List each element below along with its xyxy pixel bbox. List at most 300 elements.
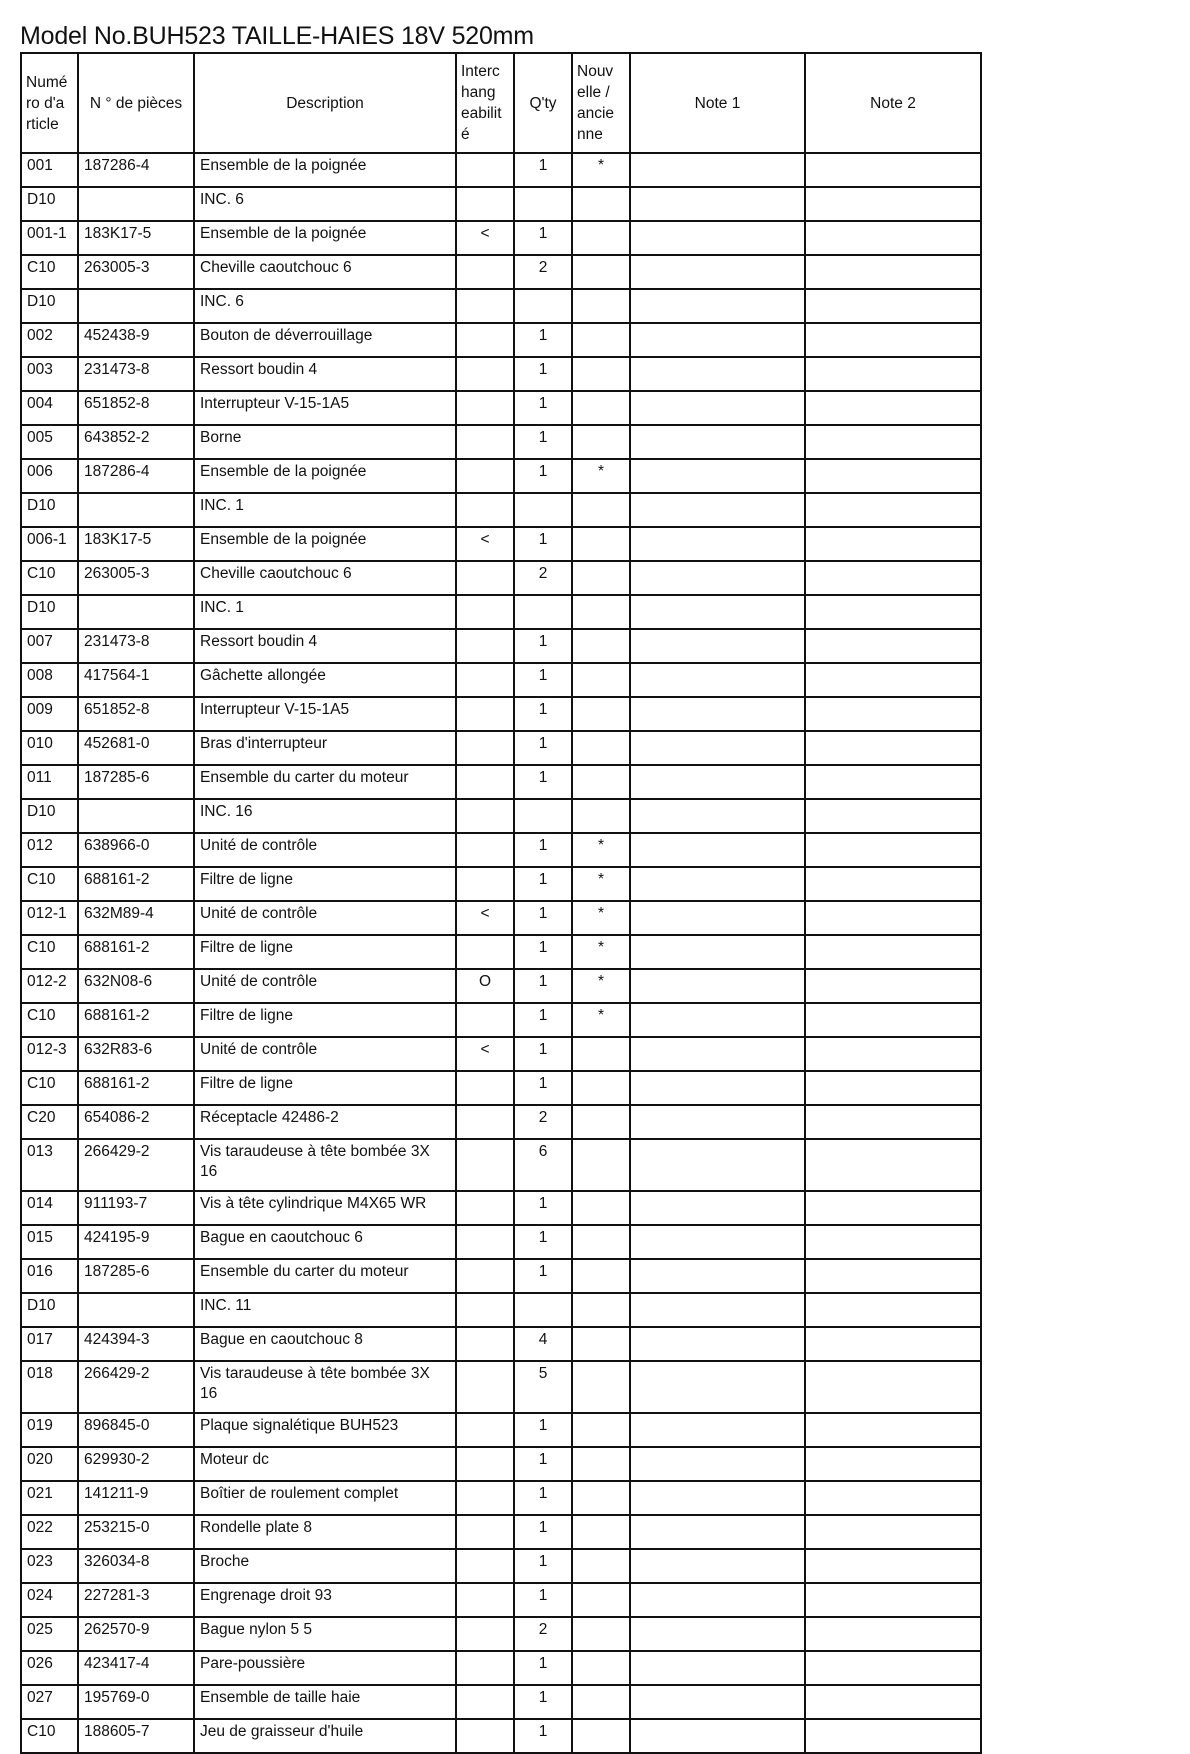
- cell-note-2: [805, 867, 981, 901]
- cell-new-old: [572, 629, 630, 663]
- cell-quantity: [514, 187, 572, 221]
- cell-article-number: C10: [21, 867, 78, 901]
- cell-description: INC. 11: [194, 1293, 456, 1327]
- cell-new-old: [572, 1549, 630, 1583]
- table-row: [21, 765, 981, 799]
- table-row: [21, 1515, 981, 1549]
- cell-new-old: *: [572, 1003, 630, 1037]
- cell-part-number: 654086-2: [78, 1105, 194, 1139]
- cell-description: Moteur dc: [194, 1447, 456, 1481]
- table-row: [21, 221, 981, 255]
- cell-note-2: [805, 1003, 981, 1037]
- cell-part-number: 187286-4: [78, 153, 194, 187]
- cell-note-1: [630, 357, 805, 391]
- cell-description: Ensemble de taille haie: [194, 1685, 456, 1719]
- cell-article-number: C10: [21, 255, 78, 289]
- cell-interchangeability: [456, 663, 514, 697]
- cell-article-number: 007: [21, 629, 78, 663]
- cell-interchangeability: [456, 153, 514, 187]
- cell-note-1: [630, 1191, 805, 1225]
- cell-note-1: [630, 561, 805, 595]
- cell-article-number: 026: [21, 1651, 78, 1685]
- cell-quantity: 2: [514, 1617, 572, 1651]
- table-row: [21, 323, 981, 357]
- cell-quantity: [514, 799, 572, 833]
- cell-note-2: [805, 1651, 981, 1685]
- cell-article-number: 019: [21, 1413, 78, 1447]
- cell-description: Filtre de ligne: [194, 867, 456, 901]
- cell-note-1: [630, 1105, 805, 1139]
- cell-part-number: 262570-9: [78, 1617, 194, 1651]
- cell-quantity: 1: [514, 391, 572, 425]
- table-row: [21, 1225, 981, 1259]
- cell-new-old: [572, 1515, 630, 1549]
- cell-quantity: 1: [514, 1447, 572, 1481]
- cell-note-2: [805, 1617, 981, 1651]
- cell-note-2: [805, 527, 981, 561]
- cell-interchangeability: [456, 1651, 514, 1685]
- cell-quantity: 1: [514, 1651, 572, 1685]
- cell-article-number: C10: [21, 561, 78, 595]
- parts-table: [20, 52, 982, 1754]
- cell-interchangeability: [456, 1139, 514, 1191]
- cell-interchangeability: [456, 1105, 514, 1139]
- cell-note-1: [630, 867, 805, 901]
- cell-note-2: [805, 1447, 981, 1481]
- cell-article-number: 014: [21, 1191, 78, 1225]
- cell-part-number: 651852-8: [78, 697, 194, 731]
- cell-quantity: 1: [514, 1003, 572, 1037]
- cell-quantity: [514, 595, 572, 629]
- table-row: [21, 1583, 981, 1617]
- cell-part-number: 424394-3: [78, 1327, 194, 1361]
- cell-part-number: 326034-8: [78, 1549, 194, 1583]
- table-row: [21, 1617, 981, 1651]
- cell-note-2: [805, 595, 981, 629]
- cell-interchangeability: <: [456, 221, 514, 255]
- cell-note-2: [805, 187, 981, 221]
- cell-part-number: 911193-7: [78, 1191, 194, 1225]
- cell-quantity: 1: [514, 1685, 572, 1719]
- cell-new-old: [572, 1719, 630, 1753]
- cell-part-number: 452681-0: [78, 731, 194, 765]
- cell-part-number: 231473-8: [78, 357, 194, 391]
- cell-article-number: 024: [21, 1583, 78, 1617]
- cell-part-number: 263005-3: [78, 255, 194, 289]
- cell-description: Ensemble de la poignée: [194, 527, 456, 561]
- cell-quantity: [514, 289, 572, 323]
- cell-description: Unité de contrôle: [194, 1037, 456, 1071]
- cell-note-1: [630, 1447, 805, 1481]
- table-row: [21, 663, 981, 697]
- cell-note-1: [630, 1515, 805, 1549]
- cell-new-old: *: [572, 867, 630, 901]
- cell-description: Ensemble du carter du moteur: [194, 765, 456, 799]
- cell-description: Filtre de ligne: [194, 1071, 456, 1105]
- table-row: [21, 1071, 981, 1105]
- cell-quantity: 1: [514, 1719, 572, 1753]
- cell-quantity: 1: [514, 425, 572, 459]
- cell-part-number: 266429-2: [78, 1139, 194, 1191]
- cell-article-number: D10: [21, 595, 78, 629]
- cell-note-2: [805, 1191, 981, 1225]
- cell-part-number: 896845-0: [78, 1413, 194, 1447]
- cell-interchangeability: [456, 323, 514, 357]
- cell-article-number: D10: [21, 187, 78, 221]
- cell-new-old: [572, 1361, 630, 1413]
- cell-note-2: [805, 629, 981, 663]
- cell-part-number: 688161-2: [78, 935, 194, 969]
- cell-new-old: [572, 289, 630, 323]
- cell-note-1: [630, 595, 805, 629]
- cell-interchangeability: [456, 867, 514, 901]
- cell-note-2: [805, 1719, 981, 1753]
- cell-part-number: [78, 595, 194, 629]
- cell-note-2: [805, 1225, 981, 1259]
- cell-new-old: [572, 1071, 630, 1105]
- table-row: [21, 425, 981, 459]
- table-row: [21, 357, 981, 391]
- cell-quantity: 1: [514, 1481, 572, 1515]
- cell-note-1: [630, 425, 805, 459]
- cell-note-2: [805, 1105, 981, 1139]
- cell-part-number: 638966-0: [78, 833, 194, 867]
- cell-part-number: 227281-3: [78, 1583, 194, 1617]
- cell-article-number: 010: [21, 731, 78, 765]
- cell-note-1: [630, 187, 805, 221]
- cell-part-number: 188605-7: [78, 1719, 194, 1753]
- cell-new-old: [572, 1685, 630, 1719]
- cell-new-old: [572, 187, 630, 221]
- cell-note-1: [630, 663, 805, 697]
- cell-quantity: 4: [514, 1327, 572, 1361]
- cell-note-2: [805, 425, 981, 459]
- cell-note-2: [805, 153, 981, 187]
- cell-interchangeability: [456, 1719, 514, 1753]
- cell-quantity: 1: [514, 833, 572, 867]
- cell-new-old: [572, 1617, 630, 1651]
- cell-interchangeability: [456, 629, 514, 663]
- cell-note-1: [630, 323, 805, 357]
- cell-note-2: [805, 1293, 981, 1327]
- cell-note-2: [805, 561, 981, 595]
- cell-part-number: 266429-2: [78, 1361, 194, 1413]
- cell-note-1: [630, 799, 805, 833]
- table-row: [21, 595, 981, 629]
- cell-note-1: [630, 289, 805, 323]
- cell-part-number: 688161-2: [78, 1071, 194, 1105]
- cell-new-old: [572, 425, 630, 459]
- cell-description: Rondelle plate 8: [194, 1515, 456, 1549]
- cell-part-number: [78, 493, 194, 527]
- cell-description: Borne: [194, 425, 456, 459]
- cell-interchangeability: [456, 1515, 514, 1549]
- cell-note-1: [630, 493, 805, 527]
- cell-interchangeability: [456, 799, 514, 833]
- cell-new-old: [572, 1037, 630, 1071]
- cell-note-1: [630, 1327, 805, 1361]
- cell-description: Broche: [194, 1549, 456, 1583]
- cell-note-2: [805, 391, 981, 425]
- table-row: [21, 391, 981, 425]
- cell-description: Bague nylon 5 5: [194, 1617, 456, 1651]
- table-row: [21, 153, 981, 187]
- table-row: [21, 1139, 981, 1191]
- cell-article-number: 023: [21, 1549, 78, 1583]
- cell-description: Réceptacle 42486-2: [194, 1105, 456, 1139]
- header-part-number: N ° de pièces: [78, 53, 194, 153]
- cell-article-number: C20: [21, 1105, 78, 1139]
- cell-part-number: 417564-1: [78, 663, 194, 697]
- cell-new-old: *: [572, 901, 630, 935]
- cell-note-2: [805, 459, 981, 493]
- cell-interchangeability: [456, 493, 514, 527]
- table-row: [21, 255, 981, 289]
- table-body: [21, 153, 981, 1753]
- table-row: [21, 1105, 981, 1139]
- cell-article-number: D10: [21, 493, 78, 527]
- cell-part-number: 643852-2: [78, 425, 194, 459]
- cell-interchangeability: [456, 357, 514, 391]
- table-row: [21, 187, 981, 221]
- cell-part-number: 632N08-6: [78, 969, 194, 1003]
- table-row: [21, 731, 981, 765]
- cell-part-number: 141211-9: [78, 1481, 194, 1515]
- cell-new-old: [572, 561, 630, 595]
- cell-note-1: [630, 459, 805, 493]
- cell-note-1: [630, 697, 805, 731]
- cell-part-number: 452438-9: [78, 323, 194, 357]
- cell-description: Ensemble de la poignée: [194, 153, 456, 187]
- cell-article-number: D10: [21, 799, 78, 833]
- cell-article-number: 009: [21, 697, 78, 731]
- header-note-1: Note 1: [630, 53, 805, 153]
- header-new-old: Nouv elle / ancie nne: [572, 53, 630, 153]
- cell-quantity: 1: [514, 323, 572, 357]
- header-interchangeability: Interc hang eabilit é: [456, 53, 514, 153]
- cell-description: INC. 1: [194, 493, 456, 527]
- cell-quantity: 1: [514, 459, 572, 493]
- table-row: [21, 1037, 981, 1071]
- table-row: [21, 1327, 981, 1361]
- cell-quantity: 2: [514, 255, 572, 289]
- cell-interchangeability: [456, 833, 514, 867]
- cell-description: INC. 16: [194, 799, 456, 833]
- table-row: [21, 629, 981, 663]
- cell-note-1: [630, 153, 805, 187]
- cell-part-number: [78, 799, 194, 833]
- cell-article-number: 012-3: [21, 1037, 78, 1071]
- cell-description: Filtre de ligne: [194, 935, 456, 969]
- cell-note-2: [805, 1413, 981, 1447]
- cell-part-number: 195769-0: [78, 1685, 194, 1719]
- cell-new-old: [572, 1327, 630, 1361]
- cell-description: Vis à tête cylindrique M4X65 WR: [194, 1191, 456, 1225]
- table-row: [21, 1191, 981, 1225]
- cell-note-2: [805, 901, 981, 935]
- cell-interchangeability: [456, 935, 514, 969]
- cell-part-number: 632M89-4: [78, 901, 194, 935]
- cell-note-1: [630, 1071, 805, 1105]
- cell-new-old: [572, 1105, 630, 1139]
- cell-new-old: [572, 1413, 630, 1447]
- cell-article-number: D10: [21, 1293, 78, 1327]
- cell-description: Bras d'interrupteur: [194, 731, 456, 765]
- header-description: Description: [194, 53, 456, 153]
- table-row: [21, 697, 981, 731]
- table-row: [21, 901, 981, 935]
- cell-quantity: 1: [514, 663, 572, 697]
- cell-interchangeability: [456, 1617, 514, 1651]
- cell-description: Interrupteur V-15-1A5: [194, 697, 456, 731]
- header-row: [21, 53, 981, 153]
- cell-interchangeability: [456, 1071, 514, 1105]
- cell-quantity: 1: [514, 867, 572, 901]
- cell-new-old: [572, 323, 630, 357]
- cell-quantity: 1: [514, 1259, 572, 1293]
- cell-note-2: [805, 799, 981, 833]
- cell-note-1: [630, 1685, 805, 1719]
- cell-article-number: 001: [21, 153, 78, 187]
- cell-note-2: [805, 935, 981, 969]
- cell-article-number: 005: [21, 425, 78, 459]
- cell-note-1: [630, 1481, 805, 1515]
- cell-new-old: *: [572, 969, 630, 1003]
- cell-quantity: 1: [514, 1225, 572, 1259]
- cell-interchangeability: [456, 289, 514, 323]
- cell-interchangeability: [456, 1413, 514, 1447]
- cell-note-2: [805, 1361, 981, 1413]
- cell-interchangeability: [456, 391, 514, 425]
- cell-description: Pare-poussière: [194, 1651, 456, 1685]
- cell-description: Engrenage droit 93: [194, 1583, 456, 1617]
- cell-quantity: 1: [514, 1191, 572, 1225]
- cell-quantity: 1: [514, 935, 572, 969]
- table-row: [21, 1685, 981, 1719]
- table-row: [21, 1549, 981, 1583]
- cell-note-2: [805, 1139, 981, 1191]
- cell-article-number: C10: [21, 1003, 78, 1037]
- cell-interchangeability: [456, 1003, 514, 1037]
- cell-interchangeability: [456, 1327, 514, 1361]
- cell-part-number: 183K17-5: [78, 221, 194, 255]
- table-row: [21, 1651, 981, 1685]
- cell-quantity: 1: [514, 629, 572, 663]
- cell-note-2: [805, 1549, 981, 1583]
- table-row: [21, 289, 981, 323]
- cell-note-1: [630, 1549, 805, 1583]
- cell-description: INC. 6: [194, 187, 456, 221]
- cell-description: Interrupteur V-15-1A5: [194, 391, 456, 425]
- cell-description: Filtre de ligne: [194, 1003, 456, 1037]
- cell-new-old: [572, 1191, 630, 1225]
- cell-interchangeability: [456, 731, 514, 765]
- table-row: [21, 1719, 981, 1753]
- cell-part-number: 183K17-5: [78, 527, 194, 561]
- cell-article-number: 006-1: [21, 527, 78, 561]
- cell-description: Vis taraudeuse à tête bombée 3X 16: [194, 1139, 456, 1191]
- cell-description: Cheville caoutchouc 6: [194, 561, 456, 595]
- cell-description: Ressort boudin 4: [194, 629, 456, 663]
- cell-description: Bague en caoutchouc 8: [194, 1327, 456, 1361]
- cell-note-2: [805, 1481, 981, 1515]
- cell-description: Gâchette allongée: [194, 663, 456, 697]
- cell-note-2: [805, 1327, 981, 1361]
- cell-note-2: [805, 323, 981, 357]
- cell-quantity: 1: [514, 765, 572, 799]
- cell-article-number: 001-1: [21, 221, 78, 255]
- cell-note-2: [805, 1259, 981, 1293]
- cell-note-1: [630, 1139, 805, 1191]
- cell-note-2: [805, 1515, 981, 1549]
- cell-quantity: 1: [514, 731, 572, 765]
- cell-note-1: [630, 901, 805, 935]
- cell-quantity: 1: [514, 1413, 572, 1447]
- cell-note-1: [630, 1719, 805, 1753]
- cell-new-old: *: [572, 935, 630, 969]
- cell-quantity: 2: [514, 561, 572, 595]
- cell-description: Ressort boudin 4: [194, 357, 456, 391]
- cell-note-1: [630, 1003, 805, 1037]
- cell-note-1: [630, 1259, 805, 1293]
- cell-new-old: [572, 527, 630, 561]
- cell-description: Jeu de graisseur d'huile: [194, 1719, 456, 1753]
- cell-note-2: [805, 697, 981, 731]
- cell-note-1: [630, 527, 805, 561]
- cell-quantity: 2: [514, 1105, 572, 1139]
- cell-new-old: [572, 357, 630, 391]
- cell-new-old: [572, 1481, 630, 1515]
- cell-note-2: [805, 969, 981, 1003]
- cell-interchangeability: O: [456, 969, 514, 1003]
- table-row: [21, 867, 981, 901]
- cell-quantity: 1: [514, 1071, 572, 1105]
- cell-new-old: *: [572, 833, 630, 867]
- cell-new-old: *: [572, 153, 630, 187]
- cell-interchangeability: <: [456, 901, 514, 935]
- cell-note-2: [805, 493, 981, 527]
- cell-part-number: 424195-9: [78, 1225, 194, 1259]
- cell-new-old: [572, 663, 630, 697]
- cell-part-number: 688161-2: [78, 867, 194, 901]
- cell-new-old: [572, 595, 630, 629]
- cell-part-number: 253215-0: [78, 1515, 194, 1549]
- cell-part-number: 651852-8: [78, 391, 194, 425]
- cell-quantity: 1: [514, 969, 572, 1003]
- cell-note-2: [805, 1037, 981, 1071]
- cell-quantity: 1: [514, 901, 572, 935]
- cell-new-old: [572, 1583, 630, 1617]
- cell-description: Ensemble du carter du moteur: [194, 1259, 456, 1293]
- cell-quantity: 1: [514, 1583, 572, 1617]
- table-row: [21, 459, 981, 493]
- cell-part-number: 632R83-6: [78, 1037, 194, 1071]
- table-row: [21, 1481, 981, 1515]
- cell-quantity: 1: [514, 357, 572, 391]
- cell-description: Cheville caoutchouc 6: [194, 255, 456, 289]
- cell-note-1: [630, 1583, 805, 1617]
- cell-part-number: 187285-6: [78, 1259, 194, 1293]
- cell-new-old: [572, 1651, 630, 1685]
- cell-description: Bague en caoutchouc 6: [194, 1225, 456, 1259]
- cell-interchangeability: [456, 255, 514, 289]
- cell-article-number: 018: [21, 1361, 78, 1413]
- table-row: [21, 1259, 981, 1293]
- cell-interchangeability: [456, 1549, 514, 1583]
- cell-new-old: *: [572, 459, 630, 493]
- cell-description: Unité de contrôle: [194, 833, 456, 867]
- cell-article-number: 022: [21, 1515, 78, 1549]
